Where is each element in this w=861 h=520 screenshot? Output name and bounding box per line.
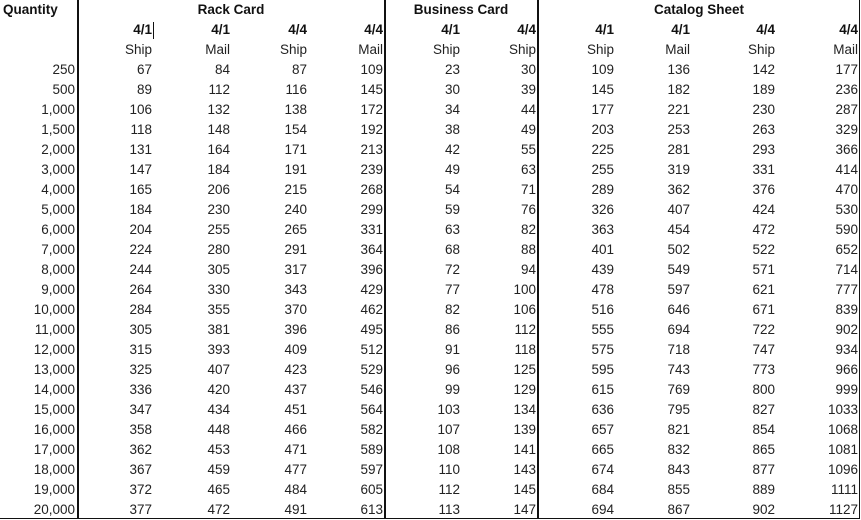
price-cell: 91 [444, 342, 460, 357]
price-cell: 800 [752, 382, 775, 397]
price-cell: 305 [207, 262, 230, 277]
price-cell: 393 [207, 342, 230, 357]
price-cell: 82 [520, 222, 536, 237]
price-cell: 546 [360, 382, 383, 397]
price-cell: 366 [835, 142, 858, 157]
column-header-method: Ship [279, 42, 307, 57]
price-cell: 512 [360, 342, 383, 357]
price-cell: 470 [835, 182, 858, 197]
price-cell: 934 [835, 342, 858, 357]
price-cell: 646 [667, 302, 690, 317]
price-cell: 396 [360, 262, 383, 277]
price-cell: 674 [591, 462, 614, 477]
price-cell: 1127 [828, 502, 858, 517]
price-cell: 555 [591, 322, 614, 337]
column-header-color: 4/1 [441, 22, 460, 37]
price-cell: 113 [438, 502, 460, 517]
price-cell: 71 [520, 182, 536, 197]
price-cell: 129 [513, 382, 536, 397]
price-cell: 529 [360, 362, 383, 377]
quantity-cell: 14,000 [33, 382, 75, 397]
price-cell: 132 [207, 102, 230, 117]
price-cell: 478 [591, 282, 614, 297]
price-cell: 108 [437, 442, 460, 457]
price-cell: 38 [444, 122, 460, 137]
price-cell: 1096 [827, 462, 858, 477]
price-cell: 522 [752, 242, 775, 257]
quantity-cell: 12,000 [33, 342, 75, 357]
quantity-cell: 11,000 [34, 322, 75, 337]
price-cell: 477 [284, 462, 307, 477]
price-cell: 315 [129, 342, 152, 357]
price-cell: 213 [360, 142, 383, 157]
price-cell: 636 [591, 402, 614, 417]
price-cell: 100 [513, 282, 536, 297]
price-cell: 134 [513, 402, 536, 417]
price-cell: 530 [835, 202, 858, 217]
quantity-cell: 1,500 [41, 122, 75, 137]
price-cell: 59 [444, 202, 460, 217]
price-cell: 236 [835, 82, 858, 97]
price-cell: 264 [129, 282, 152, 297]
quantity-cell: 7,000 [41, 242, 75, 257]
price-cell: 605 [360, 482, 383, 497]
price-cell: 192 [360, 122, 383, 137]
price-cell: 49 [444, 162, 460, 177]
price-cell: 827 [752, 402, 775, 417]
price-cell: 72 [444, 262, 460, 277]
price-cell: 595 [591, 362, 614, 377]
price-cell: 171 [284, 142, 307, 157]
price-cell: 769 [667, 382, 690, 397]
price-cell: 118 [130, 122, 152, 137]
column-header-method: Ship [586, 42, 614, 57]
column-header-color: 4/4 [364, 22, 383, 37]
price-cell: 358 [129, 422, 152, 437]
price-cell: 401 [591, 242, 614, 257]
quantity-cell: 6,000 [41, 222, 75, 237]
price-cell: 454 [667, 222, 690, 237]
column-header-method: Ship [432, 42, 460, 57]
price-cell: 343 [284, 282, 307, 297]
price-cell: 177 [835, 62, 858, 77]
price-cell: 381 [207, 322, 230, 337]
price-cell: 319 [667, 162, 690, 177]
price-cell: 118 [514, 342, 536, 357]
price-cell: 164 [207, 142, 230, 157]
column-header-color: 4/1 [133, 22, 152, 37]
price-cell: 63 [520, 162, 536, 177]
column-header-color: 4/4 [756, 22, 775, 37]
quantity-cell: 250 [52, 62, 75, 77]
price-cell: 145 [591, 82, 614, 97]
column-header-method: Mail [205, 42, 230, 57]
price-cell: 409 [284, 342, 307, 357]
price-cell: 372 [129, 482, 152, 497]
price-cell: 362 [129, 442, 152, 457]
price-cell: 684 [591, 482, 614, 497]
price-cell: 281 [667, 142, 690, 157]
price-cell: 424 [752, 202, 775, 217]
price-cell: 139 [513, 422, 536, 437]
price-cell: 131 [129, 142, 152, 157]
price-cell: 141 [513, 442, 536, 457]
price-cell: 86 [444, 322, 460, 337]
price-cell: 597 [360, 462, 383, 477]
group-header-business-card: Business Card [413, 2, 509, 17]
column-header-color: 4/1 [671, 22, 690, 37]
column-header-color: 4/4 [517, 22, 536, 37]
price-cell: 239 [360, 162, 383, 177]
column-header-method: Ship [747, 42, 775, 57]
price-cell: 439 [591, 262, 614, 277]
price-cell: 143 [513, 462, 536, 477]
group-header-catalog-sheet: Catalog Sheet [653, 2, 745, 17]
price-cell: 145 [360, 82, 383, 97]
price-cell: 30 [444, 82, 460, 97]
price-cell: 865 [752, 442, 775, 457]
quantity-header: Quantity [3, 2, 58, 17]
price-cell: 54 [444, 182, 460, 197]
price-cell: 203 [591, 122, 614, 137]
price-cell: 465 [207, 482, 230, 497]
price-cell: 325 [129, 362, 152, 377]
price-cell: 902 [752, 502, 775, 517]
price-cell: 138 [284, 102, 307, 117]
price-cell: 414 [835, 162, 858, 177]
price-cell: 329 [835, 122, 858, 137]
price-cell: 821 [667, 422, 690, 437]
price-cell: 280 [207, 242, 230, 257]
price-cell: 434 [207, 402, 230, 417]
price-cell: 55 [520, 142, 536, 157]
price-cell: 621 [752, 282, 775, 297]
price-cell: 106 [129, 102, 152, 117]
price-cell: 154 [284, 122, 307, 137]
price-cell: 255 [591, 162, 614, 177]
quantity-cell: 19,000 [33, 482, 75, 497]
price-cell: 714 [835, 262, 858, 277]
price-cell: 109 [360, 62, 383, 77]
price-cell: 42 [444, 142, 460, 157]
price-cell: 116 [285, 82, 307, 97]
price-cell: 376 [752, 182, 775, 197]
price-cell: 289 [591, 182, 614, 197]
price-cell: 82 [444, 302, 460, 317]
quantity-cell: 8,000 [41, 262, 75, 277]
price-cell: 615 [591, 382, 614, 397]
column-header-method: Mail [358, 42, 383, 57]
price-cell: 694 [667, 322, 690, 337]
price-cell: 87 [291, 62, 307, 77]
price-cell: 472 [752, 222, 775, 237]
price-cell: 204 [129, 222, 152, 237]
price-cell: 889 [752, 482, 775, 497]
price-cell: 423 [284, 362, 307, 377]
price-cell: 112 [208, 82, 230, 97]
price-cell: 407 [667, 202, 690, 217]
price-cell: 495 [360, 322, 383, 337]
price-cell: 1081 [827, 442, 858, 457]
price-cell: 855 [667, 482, 690, 497]
column-header-color: 4/1 [211, 22, 230, 37]
price-cell: 364 [360, 242, 383, 257]
price-cell: 107 [437, 422, 460, 437]
price-cell: 363 [591, 222, 614, 237]
price-cell: 230 [207, 202, 230, 217]
price-cell: 103 [437, 402, 460, 417]
price-cell: 718 [667, 342, 690, 357]
price-cell: 370 [284, 302, 307, 317]
price-cell: 582 [360, 422, 383, 437]
price-cell: 854 [752, 422, 775, 437]
price-cell: 613 [360, 502, 383, 517]
price-cell: 694 [591, 502, 614, 517]
price-cell: 437 [284, 382, 307, 397]
price-cell: 1033 [827, 402, 858, 417]
price-cell: 84 [214, 62, 230, 77]
price-cell: 88 [520, 242, 536, 257]
price-cell: 177 [591, 102, 614, 117]
price-cell: 109 [591, 62, 614, 77]
price-cell: 291 [284, 242, 307, 257]
price-cell: 453 [207, 442, 230, 457]
price-cell: 145 [513, 482, 536, 497]
price-cell: 253 [667, 122, 690, 137]
price-cell: 471 [284, 442, 307, 457]
price-cell: 839 [835, 302, 858, 317]
price-cell: 293 [752, 142, 775, 157]
price-cell: 589 [360, 442, 383, 457]
text-cursor [153, 22, 154, 39]
price-cell: 407 [207, 362, 230, 377]
column-divider [537, 0, 539, 519]
price-cell: 966 [835, 362, 858, 377]
quantity-cell: 5,000 [41, 202, 75, 217]
price-cell: 23 [444, 62, 460, 77]
price-cell: 224 [129, 242, 152, 257]
price-cell: 331 [752, 162, 775, 177]
price-cell: 549 [667, 262, 690, 277]
price-cell: 39 [520, 82, 536, 97]
price-cell: 832 [667, 442, 690, 457]
price-cell: 396 [284, 322, 307, 337]
price-cell: 263 [752, 122, 775, 137]
price-cell: 125 [513, 362, 536, 377]
price-cell: 96 [444, 362, 460, 377]
group-header-rack-card: Rack Card [197, 2, 265, 17]
price-cell: 191 [284, 162, 307, 177]
price-cell: 230 [752, 102, 775, 117]
quantity-cell: 2,000 [41, 142, 75, 157]
price-cell: 472 [207, 502, 230, 517]
price-cell: 99 [444, 382, 460, 397]
price-cell: 147 [513, 502, 536, 517]
quantity-cell: 500 [52, 82, 75, 97]
price-cell: 773 [752, 362, 775, 377]
price-cell: 462 [360, 302, 383, 317]
price-cell: 30 [520, 62, 536, 77]
price-cell: 877 [752, 462, 775, 477]
quantity-cell: 16,000 [33, 422, 75, 437]
quantity-cell: 15,000 [33, 402, 75, 417]
price-cell: 590 [835, 222, 858, 237]
price-cell: 451 [284, 402, 307, 417]
price-cell: 652 [835, 242, 858, 257]
price-cell: 657 [591, 422, 614, 437]
price-cell: 367 [129, 462, 152, 477]
price-cell: 466 [284, 422, 307, 437]
price-cell: 255 [207, 222, 230, 237]
price-cell: 44 [520, 102, 536, 117]
price-cell: 336 [129, 382, 152, 397]
price-cell: 68 [444, 242, 460, 257]
price-cell: 747 [752, 342, 775, 357]
price-cell: 110 [438, 462, 460, 477]
price-cell: 377 [129, 502, 152, 517]
price-cell: 189 [752, 82, 775, 97]
price-cell: 516 [591, 302, 614, 317]
price-cell: 564 [360, 402, 383, 417]
quantity-cell: 13,000 [33, 362, 75, 377]
quantity-cell: 9,000 [41, 282, 75, 297]
price-cell: 671 [752, 302, 775, 317]
price-cell: 148 [207, 122, 230, 137]
price-cell: 49 [520, 122, 536, 137]
price-cell: 112 [438, 482, 460, 497]
price-cell: 326 [591, 202, 614, 217]
price-cell: 77 [444, 282, 460, 297]
price-cell: 795 [667, 402, 690, 417]
price-cell: 347 [129, 402, 152, 417]
price-cell: 331 [360, 222, 383, 237]
price-cell: 420 [207, 382, 230, 397]
price-cell: 491 [284, 502, 307, 517]
price-cell: 999 [835, 382, 858, 397]
price-cell: 112 [514, 322, 536, 337]
price-cell: 317 [284, 262, 307, 277]
price-cell: 429 [360, 282, 383, 297]
price-cell: 597 [667, 282, 690, 297]
price-cell: 722 [752, 322, 775, 337]
price-cell: 225 [591, 142, 614, 157]
quantity-cell: 10,000 [33, 302, 75, 317]
price-cell: 76 [520, 202, 536, 217]
price-cell: 142 [752, 62, 775, 77]
price-cell: 63 [444, 222, 460, 237]
column-divider [384, 0, 386, 519]
price-cell: 284 [129, 302, 152, 317]
column-header-color: 4/4 [288, 22, 307, 37]
quantity-cell: 20,000 [33, 502, 75, 517]
price-cell: 147 [129, 162, 152, 177]
price-cell: 34 [444, 102, 460, 117]
price-cell: 268 [360, 182, 383, 197]
price-cell: 502 [667, 242, 690, 257]
price-cell: 743 [667, 362, 690, 377]
quantity-cell: 1,000 [41, 102, 75, 117]
price-cell: 459 [207, 462, 230, 477]
quantity-cell: 3,000 [41, 162, 75, 177]
price-cell: 94 [520, 262, 536, 277]
column-header-method: Ship [124, 42, 152, 57]
price-cell: 1068 [827, 422, 858, 437]
price-cell: 448 [207, 422, 230, 437]
quantity-cell: 18,000 [33, 462, 75, 477]
price-cell: 136 [667, 62, 690, 77]
column-header-method: Mail [665, 42, 690, 57]
price-cell: 172 [360, 102, 383, 117]
price-cell: 777 [835, 282, 858, 297]
price-cell: 89 [136, 82, 152, 97]
price-cell: 184 [207, 162, 230, 177]
price-cell: 106 [513, 302, 536, 317]
price-cell: 355 [207, 302, 230, 317]
price-cell: 165 [129, 182, 152, 197]
price-cell: 265 [284, 222, 307, 237]
price-cell: 206 [207, 182, 230, 197]
price-cell: 902 [835, 322, 858, 337]
column-header-method: Mail [833, 42, 858, 57]
price-cell: 240 [284, 202, 307, 217]
price-cell: 215 [284, 182, 307, 197]
price-cell: 843 [667, 462, 690, 477]
quantity-cell: 4,000 [41, 182, 75, 197]
quantity-cell: 17,000 [33, 442, 75, 457]
column-header-color: 4/1 [595, 22, 614, 37]
price-cell: 244 [129, 262, 152, 277]
price-cell: 287 [835, 102, 858, 117]
price-cell: 571 [752, 262, 775, 277]
price-cell: 1111 [830, 482, 858, 497]
column-header-method: Ship [508, 42, 536, 57]
price-cell: 299 [360, 202, 383, 217]
column-divider [77, 0, 79, 519]
price-cell: 182 [667, 82, 690, 97]
price-cell: 221 [667, 102, 690, 117]
column-header-color: 4/4 [839, 22, 858, 37]
price-cell: 665 [591, 442, 614, 457]
price-cell: 305 [129, 322, 152, 337]
price-cell: 184 [129, 202, 152, 217]
price-cell: 575 [591, 342, 614, 357]
price-cell: 362 [667, 182, 690, 197]
price-cell: 867 [667, 502, 690, 517]
price-cell: 330 [207, 282, 230, 297]
price-cell: 67 [136, 62, 152, 77]
price-cell: 484 [284, 482, 307, 497]
